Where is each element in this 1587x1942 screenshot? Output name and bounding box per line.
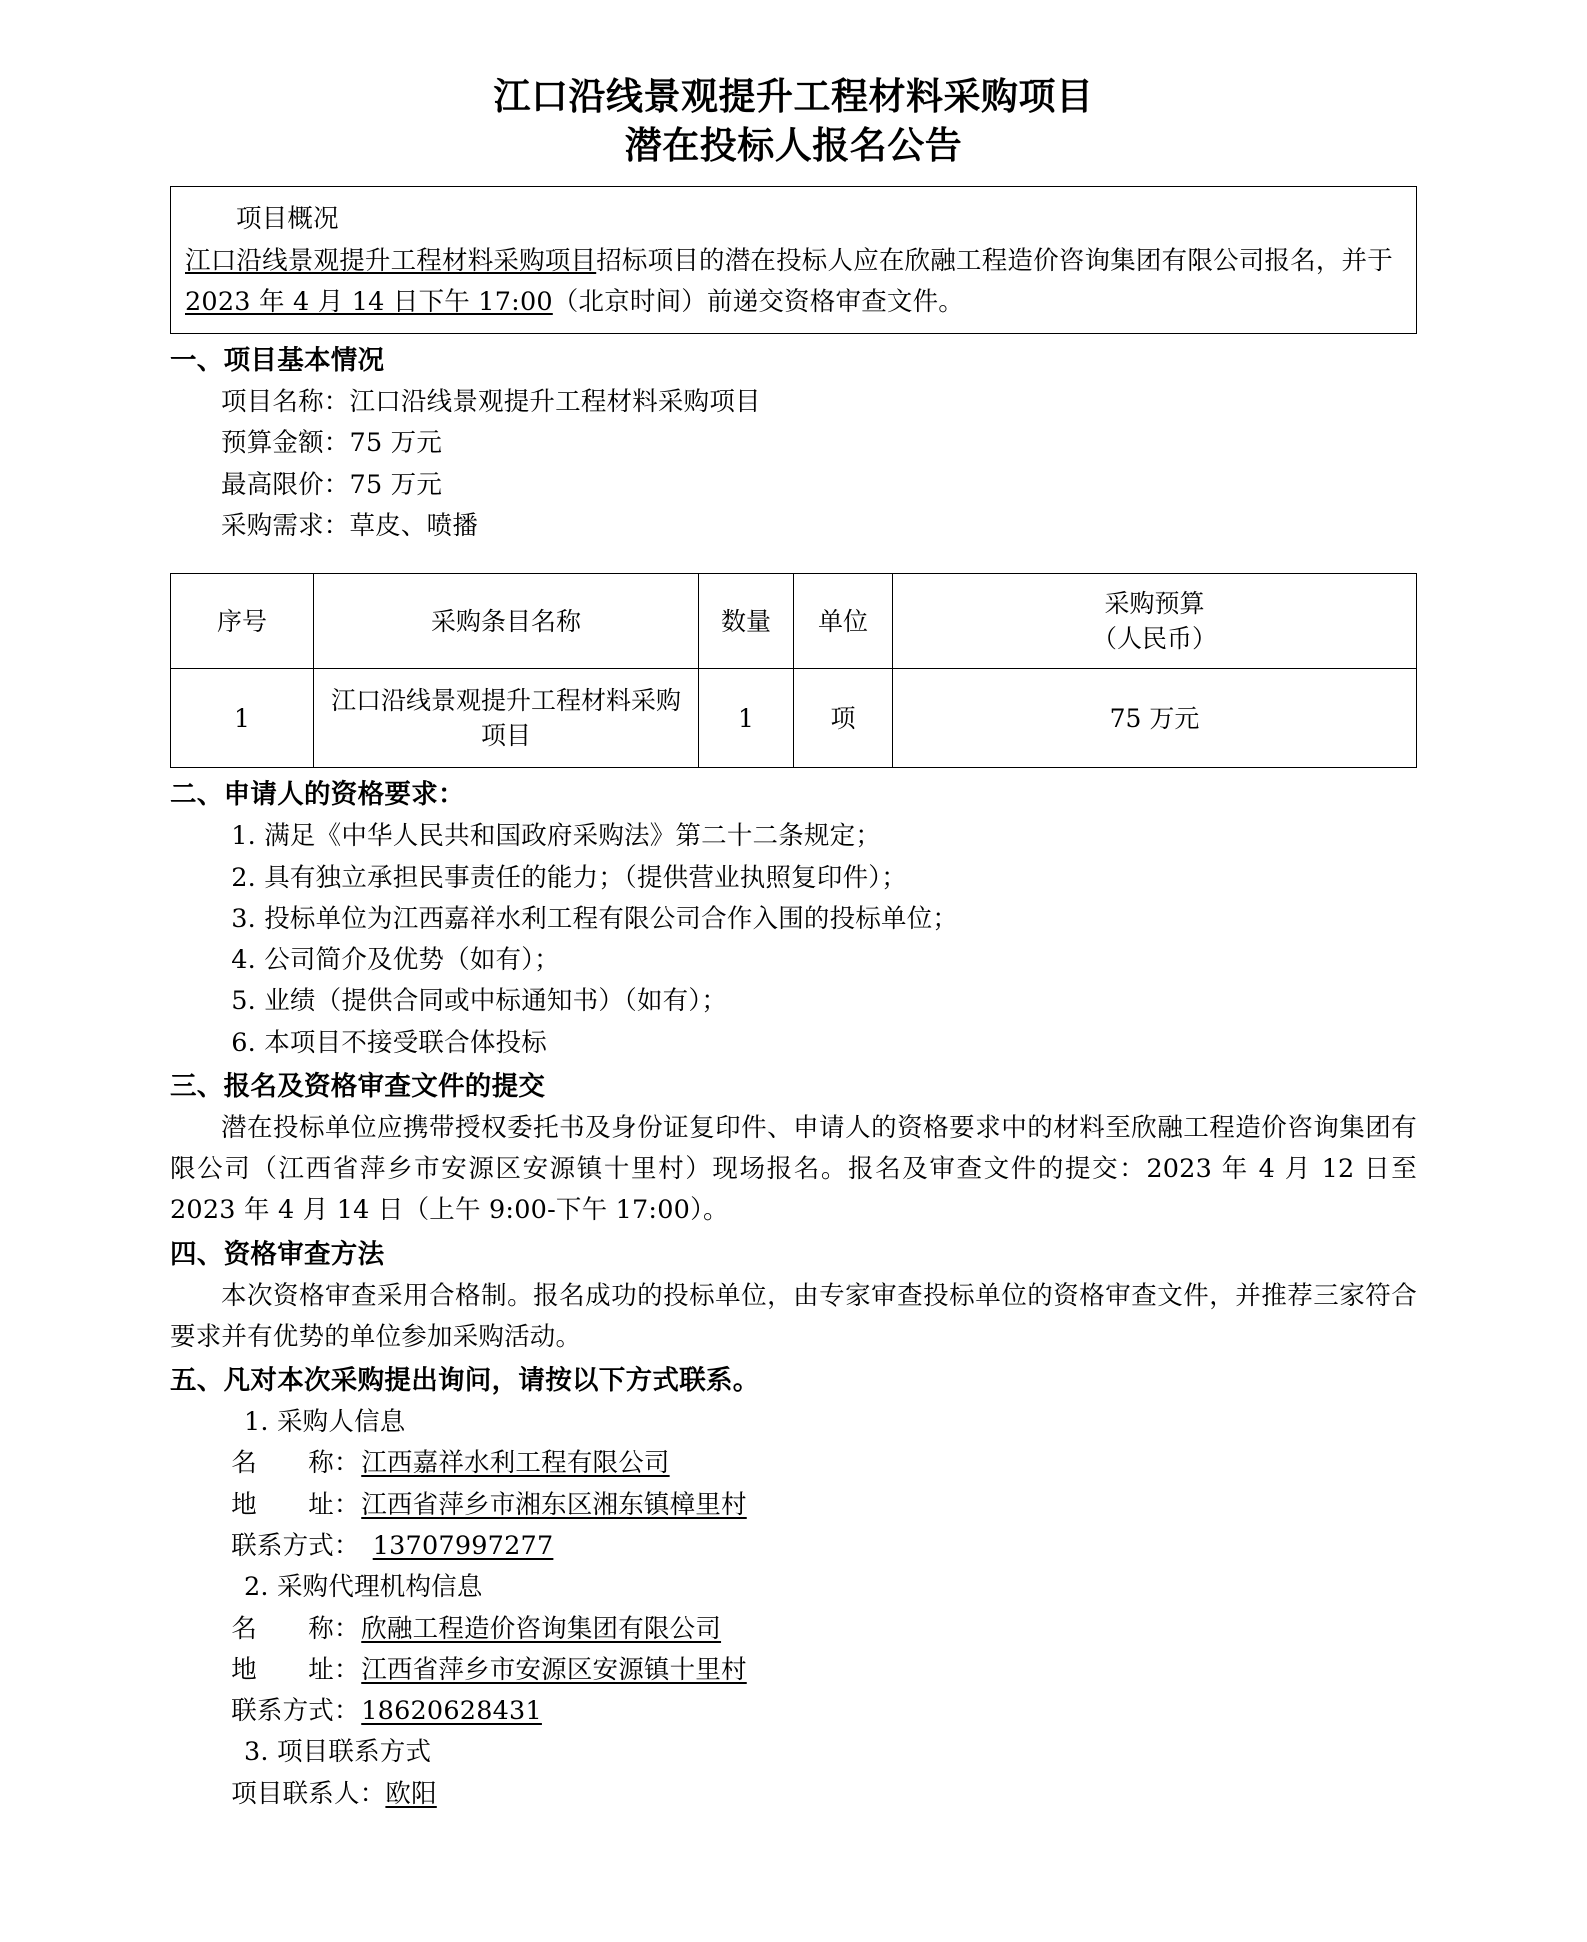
buyer-name-value: 江西嘉祥水利工程有限公司 bbox=[361, 1448, 670, 1479]
agent-address-value: 江西省萍乡市安源区安源镇十里村 bbox=[361, 1654, 747, 1685]
qualification-item-1: 1. 满足《中华人民共和国政府采购法》第二十二条规定； bbox=[231, 821, 882, 852]
cell-no: 1 bbox=[171, 669, 314, 768]
buyer-contact-row bbox=[170, 1526, 1417, 1567]
project-name-value: 江口沿线景观提升工程材料采购项目 bbox=[349, 387, 761, 418]
buyer-address-label: 地 址： bbox=[231, 1489, 360, 1520]
header-no: 序号 bbox=[171, 574, 314, 669]
budget-label: 预算金额： bbox=[221, 428, 350, 459]
qualification-item-6: 6. 本项目不接受联合体投标 bbox=[231, 1027, 547, 1058]
buyer-name-label: 名 称： bbox=[231, 1448, 360, 1479]
header-budget-line-2: （人民币） bbox=[1091, 624, 1217, 654]
cell-quantity: 1 bbox=[699, 669, 794, 768]
section-3-paragraph: 潜在投标单位应携带授权委托书及身份证复印件、申请人的资格要求中的材料至欣融工程造价咨询集团有限公司（江西省萍乡市安源区安源镇十里村）现场报名。报名及审查文件的提交：2023 年 4 月 12 日至 2023 年 4 月 14 日（上午 9:00-下午 17:00）。 bbox=[170, 1112, 1417, 1226]
overview-text-d: （北京时间）前递交资格审查文件。 bbox=[552, 287, 964, 317]
qualification-item-5: 5. 业绩（提供合同或中标通知书）（如有）； bbox=[231, 986, 728, 1017]
procurement-demand-value: 草皮、喷播 bbox=[349, 511, 479, 542]
buyer-name-row bbox=[170, 1443, 1417, 1484]
overview-text-b: 招标项目的潜在投标人应在欣融工程造价咨询 bbox=[596, 245, 1111, 276]
section-4-heading: 四、资格审查方法 bbox=[170, 1238, 385, 1270]
agent-address-label: 地 址： bbox=[231, 1654, 360, 1685]
header-unit: 单位 bbox=[794, 574, 893, 669]
agent-name-value: 欣融工程造价咨询集团有限公司 bbox=[361, 1613, 722, 1644]
buyer-address-value: 江西省萍乡市湘东区湘东镇樟里村 bbox=[361, 1489, 747, 1520]
ceiling-price-row bbox=[170, 465, 1417, 506]
header-budget bbox=[893, 574, 1417, 669]
agent-contact-row bbox=[170, 1691, 1417, 1732]
project-overview-box bbox=[170, 186, 1417, 334]
header-quantity: 数量 bbox=[699, 574, 794, 669]
agent-address-row bbox=[170, 1650, 1417, 1691]
project-name-label: 项目名称： bbox=[221, 387, 350, 418]
project-contact-subheading: 3. 项目联系方式 bbox=[243, 1737, 432, 1768]
qualification-item-2: 2. 具有独立承担民事责任的能力；（提供营业执照复印件）； bbox=[231, 862, 907, 893]
agent-contact-label: 联系方式： bbox=[231, 1696, 360, 1727]
agent-name-label: 名 称： bbox=[231, 1613, 360, 1644]
overview-body bbox=[185, 241, 1402, 324]
page-title bbox=[170, 72, 1417, 170]
project-contact-person-label: 项目联系人： bbox=[231, 1778, 386, 1809]
ceiling-price-label: 最高限价： bbox=[221, 469, 350, 500]
cell-item-name: 江口沿线景观提升工程材料采购项目 bbox=[314, 669, 699, 768]
page-title-line-2: 潜在投标人报名公告 bbox=[624, 124, 963, 168]
section-3-heading: 三、报名及资格审查文件的提交 bbox=[170, 1070, 546, 1102]
procurement-demand-row bbox=[170, 506, 1417, 547]
overview-project-name: 江口沿线景观提升工程材料采购项目 bbox=[185, 245, 597, 276]
cell-unit: 项 bbox=[794, 669, 893, 768]
procurement-table bbox=[170, 573, 1417, 768]
overview-text-c: 集团有限公司报名，并于 bbox=[1110, 245, 1393, 276]
overview-deadline: 2023 年 4 月 14 日下午 17:00 bbox=[185, 287, 553, 317]
section-2-heading: 二、申请人的资格要求： bbox=[170, 779, 465, 811]
budget-row bbox=[170, 423, 1417, 464]
project-contact-person-value: 欧阳 bbox=[385, 1778, 437, 1809]
budget-value: 75 万元 bbox=[349, 428, 443, 459]
buyer-address-row bbox=[170, 1485, 1417, 1526]
overview-heading: 项目概况 bbox=[236, 204, 339, 235]
agent-info-subheading: 2. 采购代理机构信息 bbox=[243, 1572, 483, 1603]
page-title-line-1: 江口沿线景观提升工程材料采购项目 bbox=[493, 75, 1094, 118]
table-header-row bbox=[171, 574, 1417, 669]
buyer-contact-value: 13707997277 bbox=[372, 1530, 554, 1561]
procurement-table-wrapper bbox=[170, 573, 1417, 768]
ceiling-price-value: 75 万元 bbox=[349, 469, 443, 500]
project-name-row bbox=[170, 382, 1417, 423]
buyer-info-subheading: 1. 采购人信息 bbox=[243, 1407, 406, 1438]
buyer-contact-label: 联系方式： bbox=[231, 1530, 360, 1561]
agent-contact-value: 18620628431 bbox=[361, 1696, 542, 1727]
section-4-paragraph: 本次资格审查采用合格制。报名成功的投标单位，由专家审查投标单位的资格审查文件，并推荐三家符合要求并有优势的单位参加采购活动。 bbox=[170, 1280, 1417, 1352]
section-1-heading: 一、项目基本情况 bbox=[170, 345, 385, 377]
header-item-name: 采购条目名称 bbox=[314, 574, 699, 669]
cell-budget: 75 万元 bbox=[893, 669, 1417, 768]
project-contact-person-row bbox=[170, 1774, 1417, 1815]
table-row bbox=[171, 669, 1417, 768]
qualification-item-4: 4. 公司简介及优势（如有）； bbox=[231, 945, 560, 976]
qualification-item-3: 3. 投标单位为江西嘉祥水利工程有限公司合作入围的投标单位； bbox=[231, 903, 959, 934]
section-5-heading: 五、凡对本次采购提出询问，请按以下方式联系。 bbox=[170, 1365, 760, 1397]
header-budget-line-1: 采购预算 bbox=[1104, 588, 1205, 618]
procurement-demand-label: 采购需求： bbox=[221, 511, 350, 542]
agent-name-row bbox=[170, 1609, 1417, 1650]
